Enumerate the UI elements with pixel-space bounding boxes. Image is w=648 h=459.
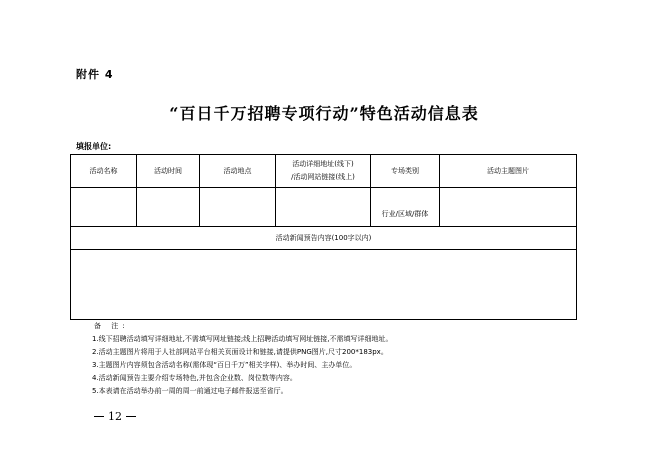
attachment-label: 附件 4 [76, 68, 114, 81]
activity-info-table [70, 154, 577, 320]
news-content-cell [71, 250, 577, 320]
cell-activity-location [200, 188, 276, 227]
header-category: 专场类别 [371, 155, 440, 188]
cell-category: 行业/区域/群体 [371, 188, 440, 227]
note-item: 5.本表请在活动举办前一周的周一前通过电子邮件报送至省厅。 [92, 387, 288, 395]
header-activity-name: 活动名称 [71, 155, 137, 188]
cell-activity-time [137, 188, 200, 227]
header-address-line2: /活动网站链接(线上) [291, 173, 355, 181]
table-data-row [71, 188, 577, 227]
header-address-line1: 活动详细地址(线下) [292, 160, 354, 168]
header-activity-time: 活动时间 [137, 155, 200, 188]
page-number-dash-left [94, 416, 104, 417]
header-activity-address [276, 155, 371, 188]
page-title: “百日千万招聘专项行动”特色活动信息表 [169, 104, 479, 123]
news-content-row [71, 250, 577, 320]
page-number-value: 12 [108, 410, 122, 423]
header-activity-location: 活动地点 [200, 155, 276, 188]
notes-label: 备 注: [94, 322, 129, 330]
note-item: 3.主题图片内容须包含活动名称(需体现“百日千万”相关字样)、举办时间、主办单位。 [92, 361, 357, 369]
page-number [90, 410, 140, 423]
cell-activity-address [276, 188, 371, 227]
table-header-row [71, 155, 577, 188]
note-item: 2.活动主题图片将用于人社部网站平台相关页面设计和链接,请提供PNG图片,尺寸200*183px。 [92, 348, 388, 356]
news-header: 活动新闻预告内容(100字以内) [71, 227, 577, 250]
notes-section [92, 320, 393, 398]
note-item: 4.活动新闻预告主要介绍专场特色,并包含企业数、岗位数等内容。 [92, 374, 297, 382]
cell-theme-image [440, 188, 577, 227]
header-theme-image: 活动主题图片 [440, 155, 577, 188]
page-number-dash-right [126, 416, 136, 417]
note-item: 1.线下招聘活动填写详细地址,不需填写网址链接;线上招聘活动填写网址链接,不需填写详细地址。 [92, 335, 393, 343]
reporting-unit-label: 填报单位: [76, 142, 112, 151]
cell-activity-name [71, 188, 137, 227]
news-header-row [71, 227, 577, 250]
